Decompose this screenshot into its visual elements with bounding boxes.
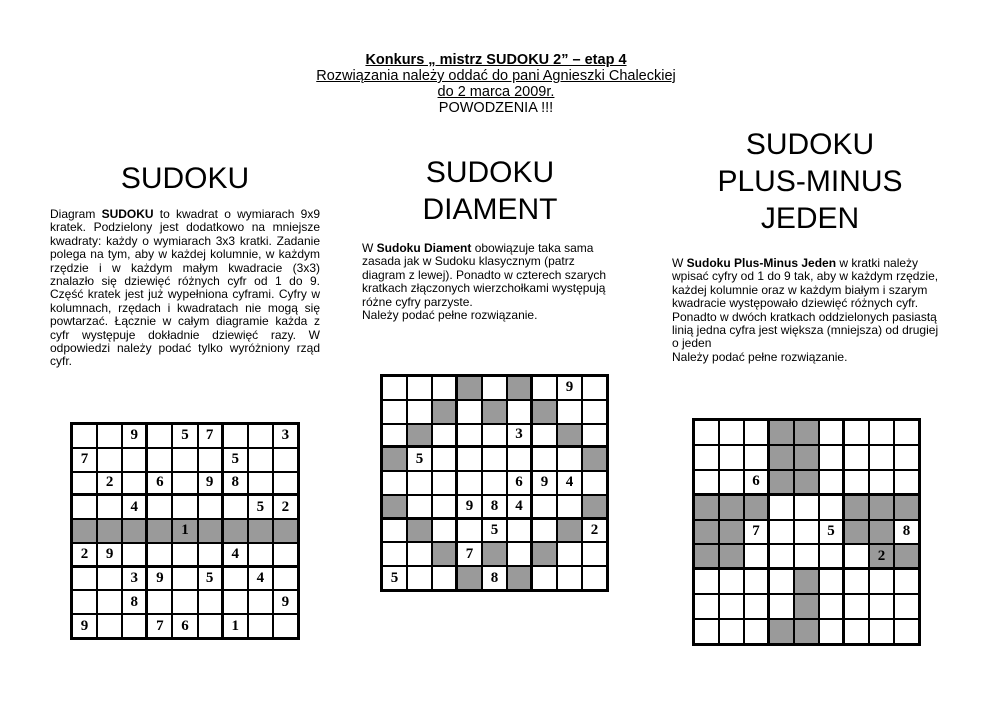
grid-cell	[694, 569, 719, 594]
grid-cell	[769, 420, 794, 445]
grid-cell	[794, 569, 819, 594]
grid-cell	[432, 471, 457, 495]
grid-cell	[869, 594, 894, 619]
grid-cell	[407, 376, 432, 400]
grid-cell: 4	[248, 567, 273, 591]
grid-cell: 1	[172, 519, 197, 543]
grid-cell	[769, 544, 794, 569]
grid-cell	[407, 542, 432, 566]
grid-cell	[532, 447, 557, 471]
grid-cell	[894, 470, 919, 495]
grid-cell	[172, 495, 197, 519]
grid-cell	[719, 594, 744, 619]
grid-cell	[122, 448, 147, 472]
grid-cell: 9	[273, 590, 298, 614]
grid-cell	[482, 447, 507, 471]
grid-cell	[507, 447, 532, 471]
grid-cell	[432, 495, 457, 519]
grid-cell	[694, 619, 719, 644]
grid-cell	[147, 519, 172, 543]
grid-cell: 8	[223, 472, 248, 496]
plusminus-title-line1: SUDOKU	[745, 128, 875, 161]
grid-cell	[769, 470, 794, 495]
grid-cell	[794, 445, 819, 470]
grid-cell: 4	[223, 543, 248, 567]
grid-cell: 6	[147, 472, 172, 496]
grid-cell: 6	[172, 614, 197, 638]
grid-cell	[794, 470, 819, 495]
grid-cell	[869, 569, 894, 594]
diament-grid	[380, 374, 609, 592]
grid-cell	[273, 519, 298, 543]
grid-cell	[457, 471, 482, 495]
grid-cell: 7	[744, 520, 769, 545]
grid-cell	[432, 519, 457, 543]
grid-cell: 7	[147, 614, 172, 638]
grid-cell: 3	[507, 424, 532, 448]
grid-cell	[172, 543, 197, 567]
grid-cell	[457, 519, 482, 543]
grid-cell	[744, 619, 769, 644]
grid-cell	[248, 424, 273, 448]
grid-cell	[122, 543, 147, 567]
grid-cell	[844, 495, 869, 520]
grid-cell	[844, 569, 869, 594]
grid-cell	[432, 376, 457, 400]
grid-cell	[198, 448, 223, 472]
grid-cell	[223, 567, 248, 591]
grid-cell	[819, 569, 844, 594]
grid-cell	[894, 495, 919, 520]
grid-cell	[794, 594, 819, 619]
grid-cell	[582, 471, 607, 495]
grid-cell	[122, 472, 147, 496]
grid-cell	[869, 420, 894, 445]
grid-cell	[482, 376, 507, 400]
grid-cell	[557, 542, 582, 566]
grid-cell	[97, 519, 122, 543]
grid-cell	[72, 590, 97, 614]
grid-cell	[248, 590, 273, 614]
grid-cell	[407, 424, 432, 448]
grid-cell: 9	[72, 614, 97, 638]
plusminus-description: W Sudoku Plus-Minus Jeden w kratki należy wpisać cyfry od 1 do 9 tak, aby w każdym rzędzie, każdej kolumnie oraz w każdym białym i szarym kwadracie występowało dziewięć różnych cyfr. Ponadto w dwóch kratkach oddzielonych pasiastą linią jedna cyfra jest większa (mniejsza) od drugiej o jeden Należy podać pełne rozwiązanie.	[672, 256, 939, 364]
grid-cell	[819, 619, 844, 644]
grid-cell: 9	[198, 472, 223, 496]
grid-cell	[557, 495, 582, 519]
grid-cell	[147, 448, 172, 472]
grid-cell	[532, 519, 557, 543]
grid-cell	[769, 594, 794, 619]
grid-cell	[844, 520, 869, 545]
grid-cell: 5	[198, 567, 223, 591]
grid-cell: 3	[273, 424, 298, 448]
grid-cell: 2	[72, 543, 97, 567]
grid-cell	[382, 495, 407, 519]
grid-cell	[794, 619, 819, 644]
grid-cell	[557, 447, 582, 471]
grid-cell	[432, 542, 457, 566]
grid-cell: 8	[482, 566, 507, 590]
grid-cell	[273, 614, 298, 638]
grid-cell	[407, 471, 432, 495]
grid-cell	[198, 590, 223, 614]
grid-cell	[507, 566, 532, 590]
grid-cell	[507, 400, 532, 424]
grid-cell	[223, 519, 248, 543]
grid-cell	[382, 376, 407, 400]
grid-cell	[382, 471, 407, 495]
grid-cell	[769, 569, 794, 594]
diament-description: W Sudoku Diament obowiązuje taka sama zasada jak w Sudoku klasycznym (patrz diagram z lewej). Ponadto w czterech szarych kratkach złączonych wierzchołkami występują różne cyfry parzyste. Należy podać pełne rozwiązanie.	[362, 241, 607, 323]
grid-cell: 5	[382, 566, 407, 590]
grid-cell	[223, 590, 248, 614]
grid-cell	[744, 569, 769, 594]
grid-cell	[382, 519, 407, 543]
grid-cell: 5	[407, 447, 432, 471]
grid-cell	[172, 472, 197, 496]
grid-cell	[694, 445, 719, 470]
grid-cell	[719, 495, 744, 520]
grid-cell	[694, 544, 719, 569]
grid-cell	[869, 495, 894, 520]
grid-cell	[557, 519, 582, 543]
grid-cell	[482, 424, 507, 448]
grid-cell	[819, 594, 844, 619]
grid-cell	[147, 543, 172, 567]
grid-cell	[557, 424, 582, 448]
grid-cell	[482, 471, 507, 495]
grid-cell	[794, 495, 819, 520]
plusminus-grid	[692, 418, 921, 646]
grid-cell	[457, 447, 482, 471]
grid-cell	[582, 566, 607, 590]
grid-cell: 3	[122, 567, 147, 591]
grid-cell	[694, 594, 719, 619]
diament-title-line1: SUDOKU	[425, 156, 555, 189]
grid-cell	[894, 569, 919, 594]
grid-cell	[869, 520, 894, 545]
grid-cell	[532, 542, 557, 566]
grid-cell	[719, 445, 744, 470]
grid-cell	[248, 472, 273, 496]
grid-cell	[198, 495, 223, 519]
grid-cell	[457, 400, 482, 424]
grid-cell: 9	[532, 471, 557, 495]
grid-cell	[582, 542, 607, 566]
grid-cell	[719, 619, 744, 644]
grid-cell	[769, 495, 794, 520]
grid-cell	[844, 470, 869, 495]
grid-cell	[122, 519, 147, 543]
grid-cell	[72, 567, 97, 591]
grid-cell: 6	[507, 471, 532, 495]
grid-cell	[507, 519, 532, 543]
grid-cell	[72, 472, 97, 496]
grid-cell	[582, 400, 607, 424]
grid-cell	[432, 447, 457, 471]
grid-cell	[172, 448, 197, 472]
grid-cell	[694, 520, 719, 545]
grid-cell	[482, 400, 507, 424]
grid-cell	[97, 614, 122, 638]
grid-cell	[507, 376, 532, 400]
grid-cell	[844, 594, 869, 619]
grid-cell	[97, 567, 122, 591]
grid-cell	[457, 566, 482, 590]
grid-cell	[819, 495, 844, 520]
grid-cell	[532, 424, 557, 448]
contest-title: Konkurs „ mistrz SUDOKU 2” – etap 4	[365, 52, 627, 68]
good-luck: POWODZENIA !!!	[438, 100, 554, 116]
grid-cell	[894, 619, 919, 644]
grid-cell	[507, 542, 532, 566]
grid-cell	[248, 614, 273, 638]
grid-cell	[557, 400, 582, 424]
grid-cell: 6	[744, 470, 769, 495]
grid-cell	[147, 495, 172, 519]
grid-cell	[744, 544, 769, 569]
submission-note: Rozwiązania należy oddać do pani Agnieszki Chaleckiej	[316, 68, 676, 84]
grid-cell	[72, 424, 97, 448]
grid-cell	[482, 542, 507, 566]
grid-cell	[223, 495, 248, 519]
grid-cell	[223, 424, 248, 448]
grid-cell	[147, 424, 172, 448]
grid-cell: 9	[147, 567, 172, 591]
sudoku-grid	[70, 422, 300, 640]
grid-cell	[719, 420, 744, 445]
grid-cell	[248, 448, 273, 472]
grid-cell	[432, 424, 457, 448]
grid-cell	[869, 445, 894, 470]
grid-cell	[248, 519, 273, 543]
grid-cell	[97, 495, 122, 519]
sudoku-title: SUDOKU	[120, 162, 250, 195]
grid-cell: 5	[482, 519, 507, 543]
grid-cell: 2	[869, 544, 894, 569]
grid-cell	[532, 495, 557, 519]
grid-cell: 5	[223, 448, 248, 472]
grid-cell: 2	[582, 519, 607, 543]
grid-cell: 7	[198, 424, 223, 448]
grid-cell	[744, 420, 769, 445]
grid-cell	[844, 619, 869, 644]
grid-cell	[794, 520, 819, 545]
grid-cell: 8	[894, 520, 919, 545]
grid-cell	[97, 590, 122, 614]
grid-cell: 4	[557, 471, 582, 495]
grid-cell	[819, 470, 844, 495]
grid-cell	[72, 495, 97, 519]
grid-cell	[273, 543, 298, 567]
plusminus-title-line2: PLUS-MINUS	[717, 165, 903, 198]
grid-cell	[719, 569, 744, 594]
grid-cell: 5	[248, 495, 273, 519]
grid-cell	[819, 544, 844, 569]
grid-cell	[532, 400, 557, 424]
grid-cell	[582, 447, 607, 471]
grid-cell	[122, 614, 147, 638]
grid-cell	[532, 376, 557, 400]
grid-cell: 5	[172, 424, 197, 448]
grid-cell	[719, 544, 744, 569]
grid-cell	[794, 544, 819, 569]
grid-cell	[582, 376, 607, 400]
grid-cell	[198, 614, 223, 638]
grid-cell	[407, 566, 432, 590]
grid-cell: 8	[482, 495, 507, 519]
grid-cell	[694, 420, 719, 445]
grid-cell: 8	[122, 590, 147, 614]
grid-cell	[582, 424, 607, 448]
grid-cell	[844, 544, 869, 569]
grid-cell: 9	[557, 376, 582, 400]
grid-cell	[407, 495, 432, 519]
grid-cell: 5	[819, 520, 844, 545]
grid-cell	[557, 566, 582, 590]
grid-cell: 9	[97, 543, 122, 567]
grid-cell	[172, 590, 197, 614]
grid-cell	[432, 400, 457, 424]
grid-cell	[744, 495, 769, 520]
grid-cell	[97, 424, 122, 448]
grid-cell	[844, 420, 869, 445]
grid-cell	[869, 470, 894, 495]
grid-cell	[894, 594, 919, 619]
grid-cell	[719, 470, 744, 495]
grid-cell: 2	[97, 472, 122, 496]
grid-cell	[97, 448, 122, 472]
grid-cell	[457, 424, 482, 448]
deadline: do 2 marca 2009r.	[437, 84, 555, 100]
grid-cell	[744, 594, 769, 619]
grid-cell	[869, 619, 894, 644]
grid-cell	[894, 445, 919, 470]
grid-cell: 7	[457, 542, 482, 566]
grid-cell: 7	[72, 448, 97, 472]
grid-cell: 9	[457, 495, 482, 519]
diament-title-line2: DIAMENT	[422, 193, 558, 226]
grid-cell: 4	[507, 495, 532, 519]
grid-cell	[582, 495, 607, 519]
grid-cell	[532, 566, 557, 590]
grid-cell	[382, 542, 407, 566]
grid-cell	[819, 445, 844, 470]
grid-cell	[407, 519, 432, 543]
grid-cell	[273, 448, 298, 472]
grid-cell	[273, 472, 298, 496]
sudoku-description: Diagram SUDOKU to kwadrat o wymiarach 9x9 kratek. Podzielony jest dodatkowo na mniejsze kwadraty: każdy o wymiarach 3x3 kratki. Zadanie polega na tym, aby w każdej kolumnie, w każdym rzędzie i w każdym małym kwadracie (3x3) znalazło się dziewięć różnych cyfr od 1 do 9. Część kratek jest już wypełniona cyframi. Cyfry w kolumnach, rzędach i kwadratach nie mogą się powtarzać. Łącznie w całym diagramie każda z cyfr występuje dokładnie dziewięć razy. W odpowiedzi należy podać tylko wyróżniony rząd cyfr.	[50, 207, 321, 369]
grid-cell	[382, 424, 407, 448]
grid-cell	[147, 590, 172, 614]
grid-cell	[769, 520, 794, 545]
grid-cell: 2	[273, 495, 298, 519]
grid-cell	[407, 400, 432, 424]
grid-cell	[72, 519, 97, 543]
grid-cell	[248, 543, 273, 567]
grid-cell	[719, 520, 744, 545]
grid-cell	[844, 445, 869, 470]
grid-cell	[382, 447, 407, 471]
grid-cell	[794, 420, 819, 445]
grid-cell	[769, 445, 794, 470]
plusminus-title-line3: JEDEN	[760, 202, 860, 235]
grid-cell	[172, 567, 197, 591]
grid-cell	[198, 543, 223, 567]
grid-cell	[819, 420, 844, 445]
grid-cell: 4	[122, 495, 147, 519]
grid-cell	[694, 495, 719, 520]
grid-cell: 1	[223, 614, 248, 638]
grid-cell	[432, 566, 457, 590]
grid-cell	[744, 445, 769, 470]
grid-cell: 9	[122, 424, 147, 448]
grid-cell	[894, 420, 919, 445]
grid-cell	[694, 470, 719, 495]
grid-cell	[894, 544, 919, 569]
grid-cell	[457, 376, 482, 400]
grid-cell	[382, 400, 407, 424]
grid-cell	[273, 567, 298, 591]
grid-cell	[198, 519, 223, 543]
grid-cell	[769, 619, 794, 644]
